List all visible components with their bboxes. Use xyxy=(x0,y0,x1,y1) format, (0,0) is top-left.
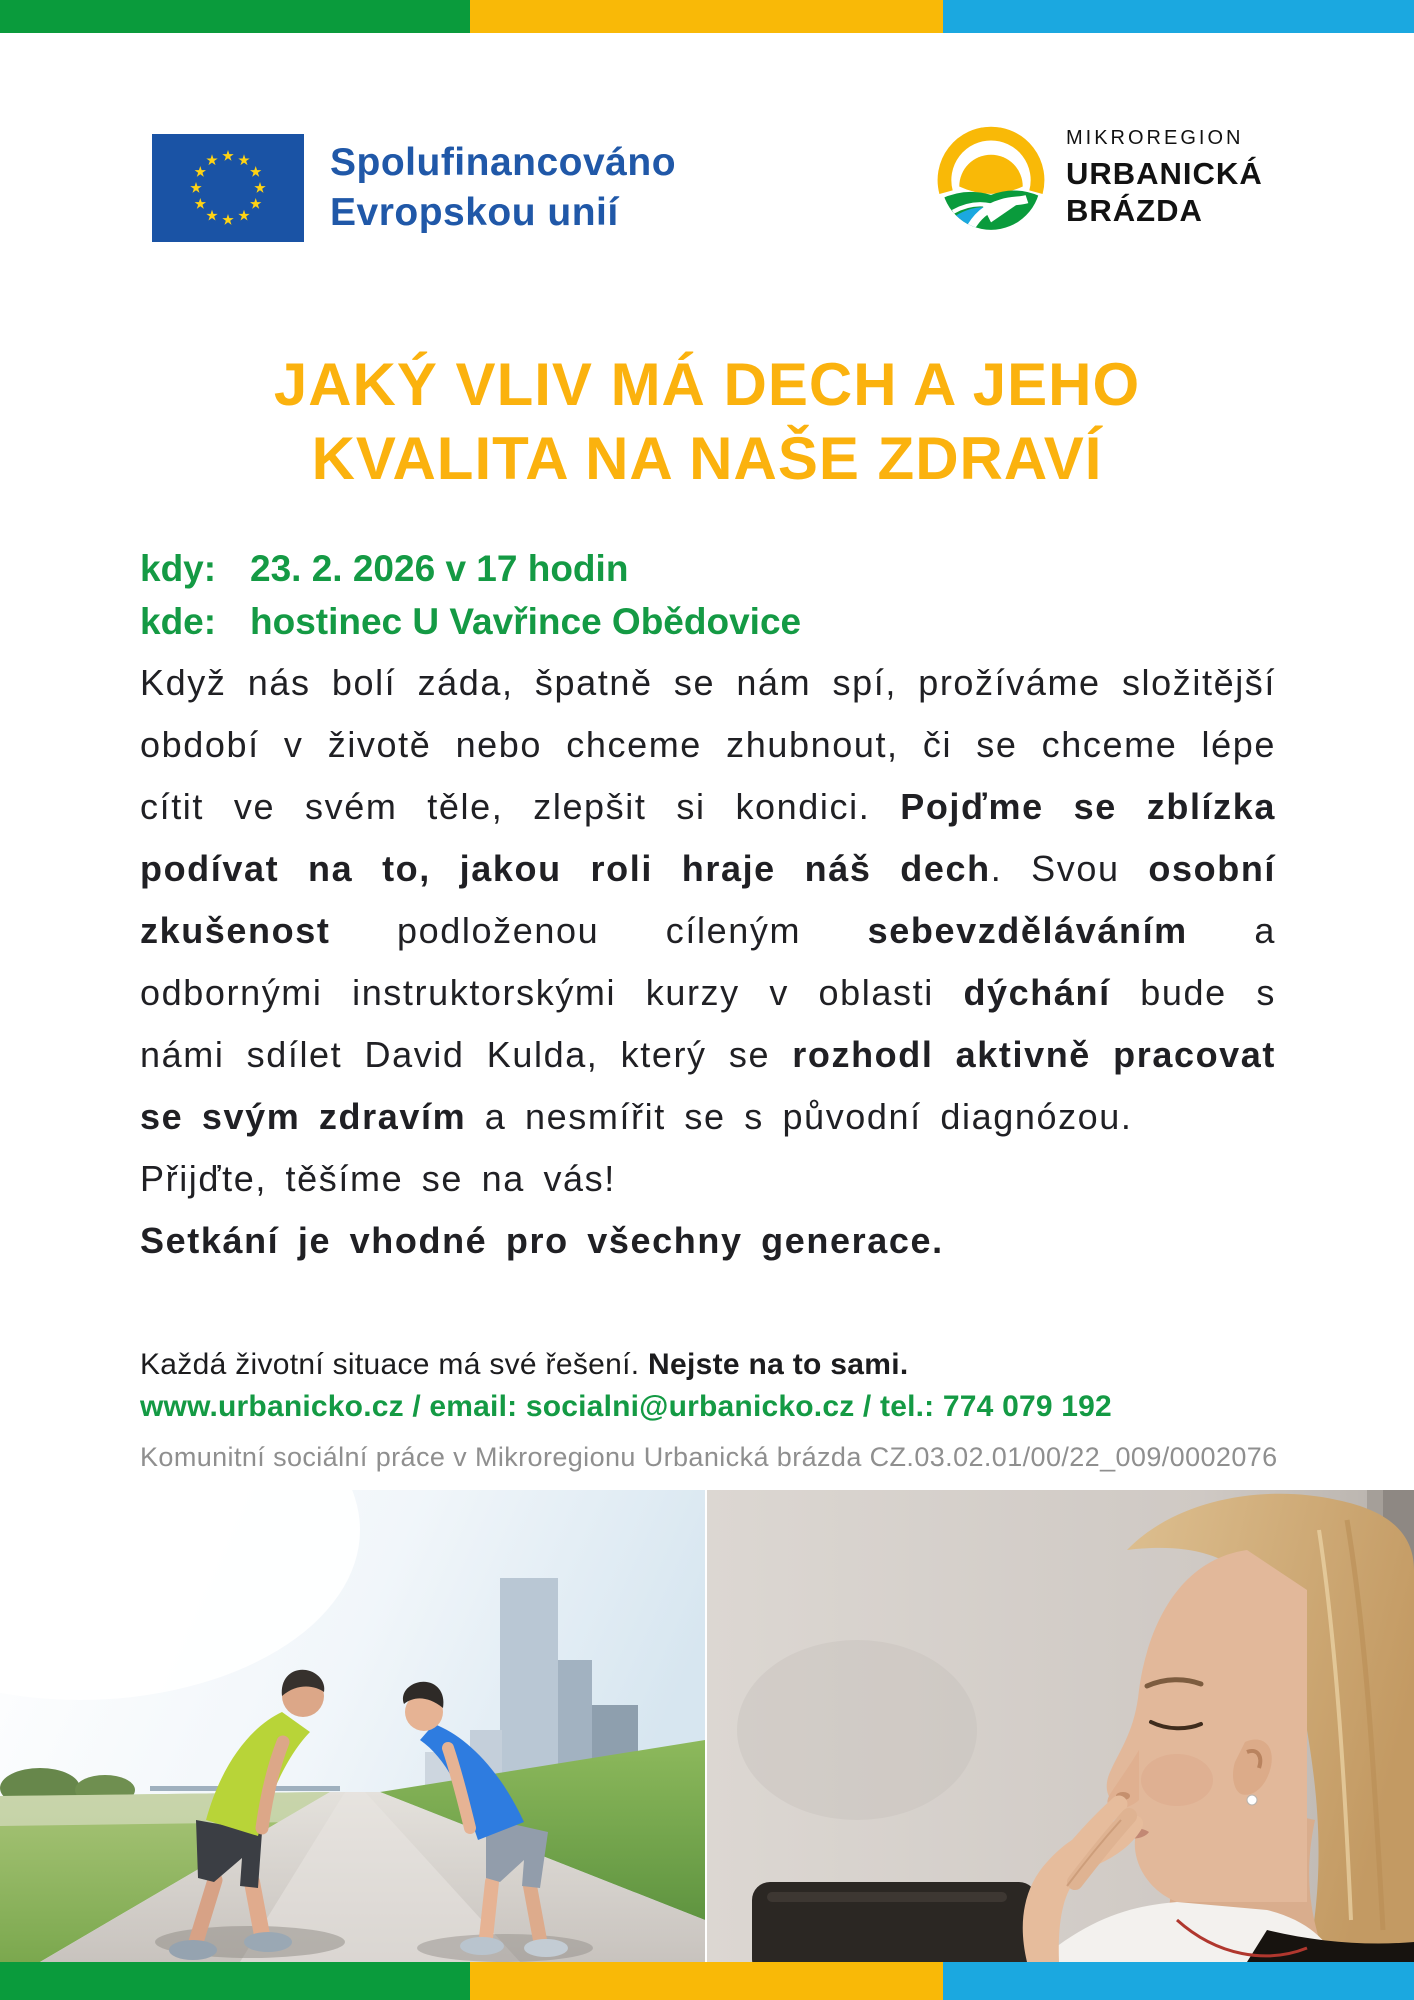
title-line1: JAKÝ VLIV MÁ DECH A JEHO xyxy=(273,351,1141,418)
eu-logo-text xyxy=(330,138,676,238)
mikroregion-logo-text xyxy=(1066,127,1263,229)
event-when-line xyxy=(140,542,801,595)
breathing-woman-photo-illustration xyxy=(707,1490,1414,1962)
eu-logo-line1: Spolufinancováno xyxy=(330,141,677,184)
body-generations-line: Setkání je vhodné pro všechny generace. xyxy=(140,1220,944,1261)
event-when-value: 23. 2. 2026 v 17 hodin xyxy=(250,548,629,589)
body-text xyxy=(140,652,1276,1272)
earring xyxy=(1247,1795,1257,1805)
eu-logo-line2: Evropskou unií xyxy=(330,191,619,234)
eu-flag-icon xyxy=(152,134,304,242)
bottom-color-bar xyxy=(0,1962,1414,2000)
bar-segment-green xyxy=(0,0,470,33)
mikroregion-emblem-icon xyxy=(936,122,1046,234)
bar-segment-green xyxy=(0,1962,470,2000)
mikroregion-label: MIKROREGION xyxy=(1066,127,1244,149)
mikroregion-name-line2: BRÁZDA xyxy=(1066,193,1203,228)
bar-segment-blue xyxy=(943,1962,1414,2000)
footer-tagline xyxy=(140,1348,909,1382)
footer-tagline-regular: Každá životní situace má své řešení. xyxy=(140,1348,649,1381)
event-where-label: kde: xyxy=(140,601,217,642)
title-line2: KVALITA NA NAŠE ZDRAVÍ xyxy=(311,425,1103,492)
mikroregion-logo xyxy=(936,122,1263,234)
photo-runners xyxy=(0,1490,705,1962)
event-when-label: kdy: xyxy=(140,548,217,589)
mikroregion-name-line1: URBANICKÁ xyxy=(1066,156,1263,191)
poster-title xyxy=(0,348,1414,496)
body-invite-line: Přijďte, těšíme se na vás! xyxy=(140,1158,616,1199)
event-details xyxy=(140,542,801,648)
footer-contact: www.urbanicko.cz / email: socialni@urbanicko.cz / tel.: 774 079 192 xyxy=(140,1390,1112,1423)
top-color-bar xyxy=(0,0,1414,33)
eu-cofunded-logo xyxy=(152,134,676,242)
body-paragraph: Když nás bolí záda, špatně se nám spí, prožíváme složitější období v životě nebo chceme zhubnout, či se chceme lépe cítit ve svém těle, zlepšit si kondici. Pojďme se zblízka podívat na to, jakou roli hraje náš dech. Svou osobní zkušenost podloženou cíleným sebevzděláváním a odbornými instruktorskými kurzy v oblasti dýchání bude s námi sdílet David Kulda, který se rozhodl aktivně pracovat se svým zdravím a nesmířit se s původní diagnózou. xyxy=(140,662,1277,1137)
bar-segment-blue xyxy=(943,0,1414,33)
footer-project-code: Komunitní sociální práce v Mikroregionu Urbanická brázda CZ.03.02.01/00/22_009/0002076 xyxy=(140,1442,1278,1472)
footer-tagline-bold: Nejste na to sami. xyxy=(648,1348,909,1381)
bar-segment-yellow xyxy=(470,1962,943,2000)
bar-segment-yellow xyxy=(470,0,943,33)
event-where-line xyxy=(140,595,801,648)
photo-breathing-woman xyxy=(707,1490,1414,1962)
runners-photo-illustration xyxy=(0,1490,705,1962)
event-where-value: hostinec U Vavřince Obědovice xyxy=(250,601,802,642)
